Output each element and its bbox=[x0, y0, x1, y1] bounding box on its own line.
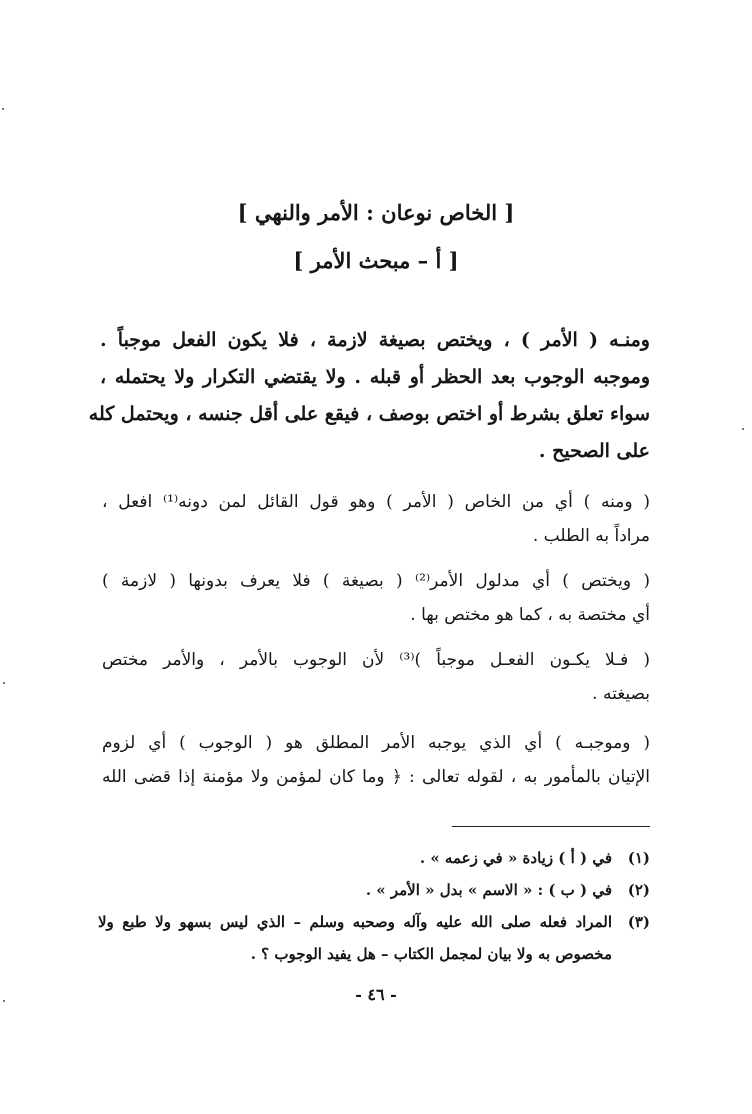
matn-line: سواء تعلق بشرط أو اختص بوصف ، فيقع على أقل جنسه ، ويحتمل كله bbox=[88, 403, 650, 425]
footnote-line: في ( أ ) زيادة « في زعمه » . bbox=[419, 849, 612, 867]
commentary-line: أي مختصة به ، كما هو مختص بها . bbox=[410, 605, 650, 625]
footnote bbox=[98, 874, 650, 906]
footnote-number: (٣) bbox=[627, 913, 650, 931]
scan-speck bbox=[3, 1000, 5, 1002]
footnotes bbox=[98, 842, 650, 970]
commentary-line: الإتيان بالمأمور به ، لقوله تعالى : ﴿ وما كان لمؤمن ولا مؤمنة إذا قضى الله bbox=[102, 767, 650, 787]
footnote-separator bbox=[452, 826, 650, 827]
commentary-paragraph bbox=[102, 485, 650, 553]
commentary-line: مراداً به الطلب . bbox=[532, 526, 650, 546]
section-title: [ الخاص نوعان : الأمر والنهي ] bbox=[237, 200, 515, 225]
footnote-number: (١) bbox=[627, 849, 650, 867]
footnote-number: (٢) bbox=[627, 881, 650, 899]
commentary-line: ( وموجبـه ) أي الذي يوجبه الأمر المطلق هو ( الوجوب ) أي لزوم bbox=[102, 733, 650, 753]
commentary-line: ( ويختص ) أي مدلول الأمر⁽²⁾ ( بصيغة ) فلا يعرف بدونها ( لازمة ) bbox=[102, 571, 651, 591]
chapter-title: [ أ – مبحث الأمر ] bbox=[293, 248, 459, 273]
commentary-line: ( ومنه ) أي من الخاص ( الأمر ) وهو قول القائل لمن دونه⁽¹⁾ افعل ، bbox=[102, 492, 650, 512]
matn-line: على الصحيح . bbox=[538, 440, 650, 462]
page-number: - ٤٦ - bbox=[355, 985, 397, 1004]
commentary-paragraph bbox=[102, 564, 650, 632]
matn-text bbox=[88, 322, 650, 470]
footnote-line: في ( ب ) : « الاسم » بدل « الأمر » . bbox=[365, 881, 612, 899]
commentary-line: بصيغته . bbox=[592, 684, 650, 704]
scan-speck bbox=[2, 108, 4, 110]
commentary-paragraph bbox=[102, 643, 650, 711]
matn-line: ومنـه ( الأمر ) ، ويختص بصيغة لازمة ، فلا يكون الفعل موجباً . bbox=[100, 329, 650, 351]
commentary-line: ( فـلا يكـون الفعـل موجباً )⁽³⁾ لأن الوجوب بالأمر ، والأمر مختص bbox=[102, 650, 650, 670]
scan-speck bbox=[3, 682, 5, 684]
footnote bbox=[98, 906, 650, 970]
footnote bbox=[98, 842, 650, 874]
matn-line: وموجبه الوجوب بعد الحظر أو قبله . ولا يقتضي التكرار ولا يحتمله ، bbox=[100, 366, 650, 388]
footnote-line: المراد فعله صلى الله عليه وآله وصحبه وسلم – الذي ليس بسهو ولا طبع ولا bbox=[98, 913, 612, 931]
commentary-paragraph bbox=[102, 726, 650, 794]
scan-speck bbox=[742, 428, 744, 430]
footnote-line: مخصوص به ولا بيان لمجمل الكتاب – هل يفيد الوجوب ؟ . bbox=[250, 945, 612, 963]
